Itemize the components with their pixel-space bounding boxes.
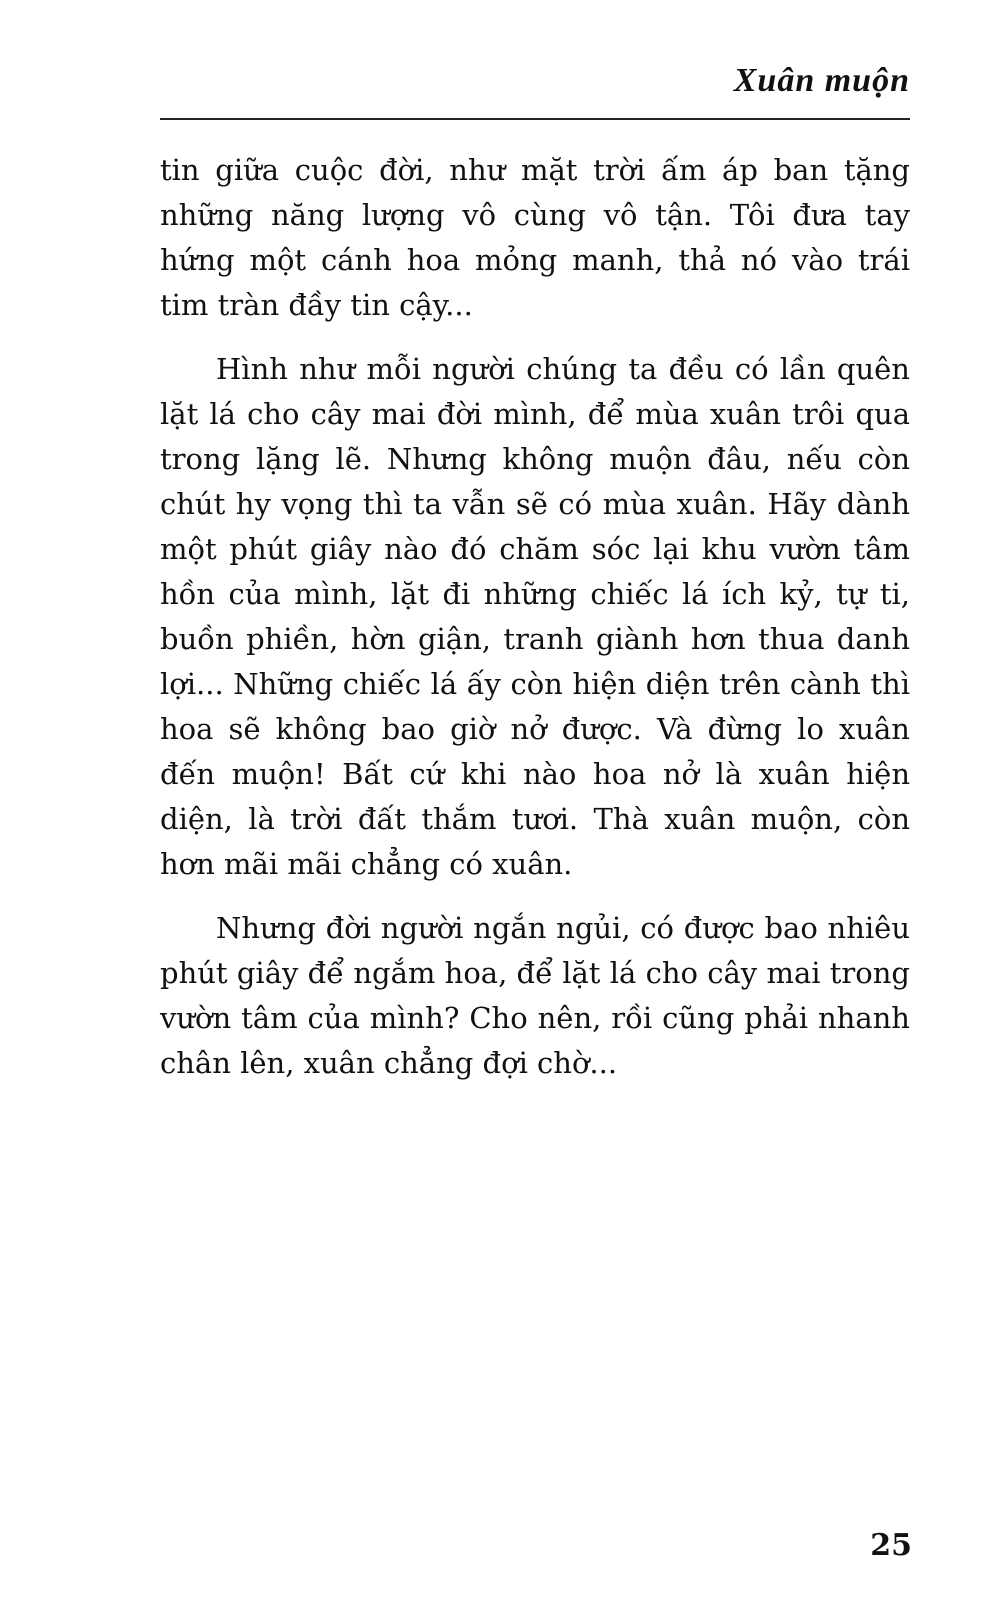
page-number: 25 xyxy=(870,1528,912,1563)
chapter-title: Xuân muộn xyxy=(733,62,910,99)
paragraph: Nhưng đời người ngắn ngủi, có được bao nhiêu phút giây để ngắm hoa, để lặt lá cho cây mai trong vườn tâm của mình? Cho nên, rồi cũng phải nhanh chân lên, xuân chẳng đợi chờ... xyxy=(160,911,910,1080)
paragraph-continued: tin giữa cuộc đời, như mặt trời ấm áp ban tặng những năng lượng vô cùng vô tận. Tôi đưa tay hứng một cánh hoa mỏng manh, thả nó vào trái tim tràn đầy tin cậy... xyxy=(160,153,910,322)
paragraph: Hình như mỗi người chúng ta đều có lần quên lặt lá cho cây mai đời mình, để mùa xuân trôi qua trong lặng lẽ. Nhưng không muộn đâu, nếu còn chút hy vọng thì ta vẫn sẽ có mùa xuân. Hãy dành một phút giây nào đó chăm sóc lại khu vườn tâm hồn của mình, lặt đi những chiếc lá ích kỷ, tự ti, buồn phiền, hờn giận, tranh giành hơn thua danh lợi... Những chiếc lá ấy còn hiện diện trên cành thì hoa sẽ không bao giờ nở được. Và đừng lo xuân đến muộn! Bất cứ khi nào hoa nở là xuân hiện diện, là trời đất thắm tươi. Thà xuân muộn, còn hơn mãi mãi chẳng có xuân. xyxy=(160,352,910,881)
running-header xyxy=(160,62,910,120)
header-divider xyxy=(160,118,910,120)
body-text xyxy=(160,148,910,1105)
